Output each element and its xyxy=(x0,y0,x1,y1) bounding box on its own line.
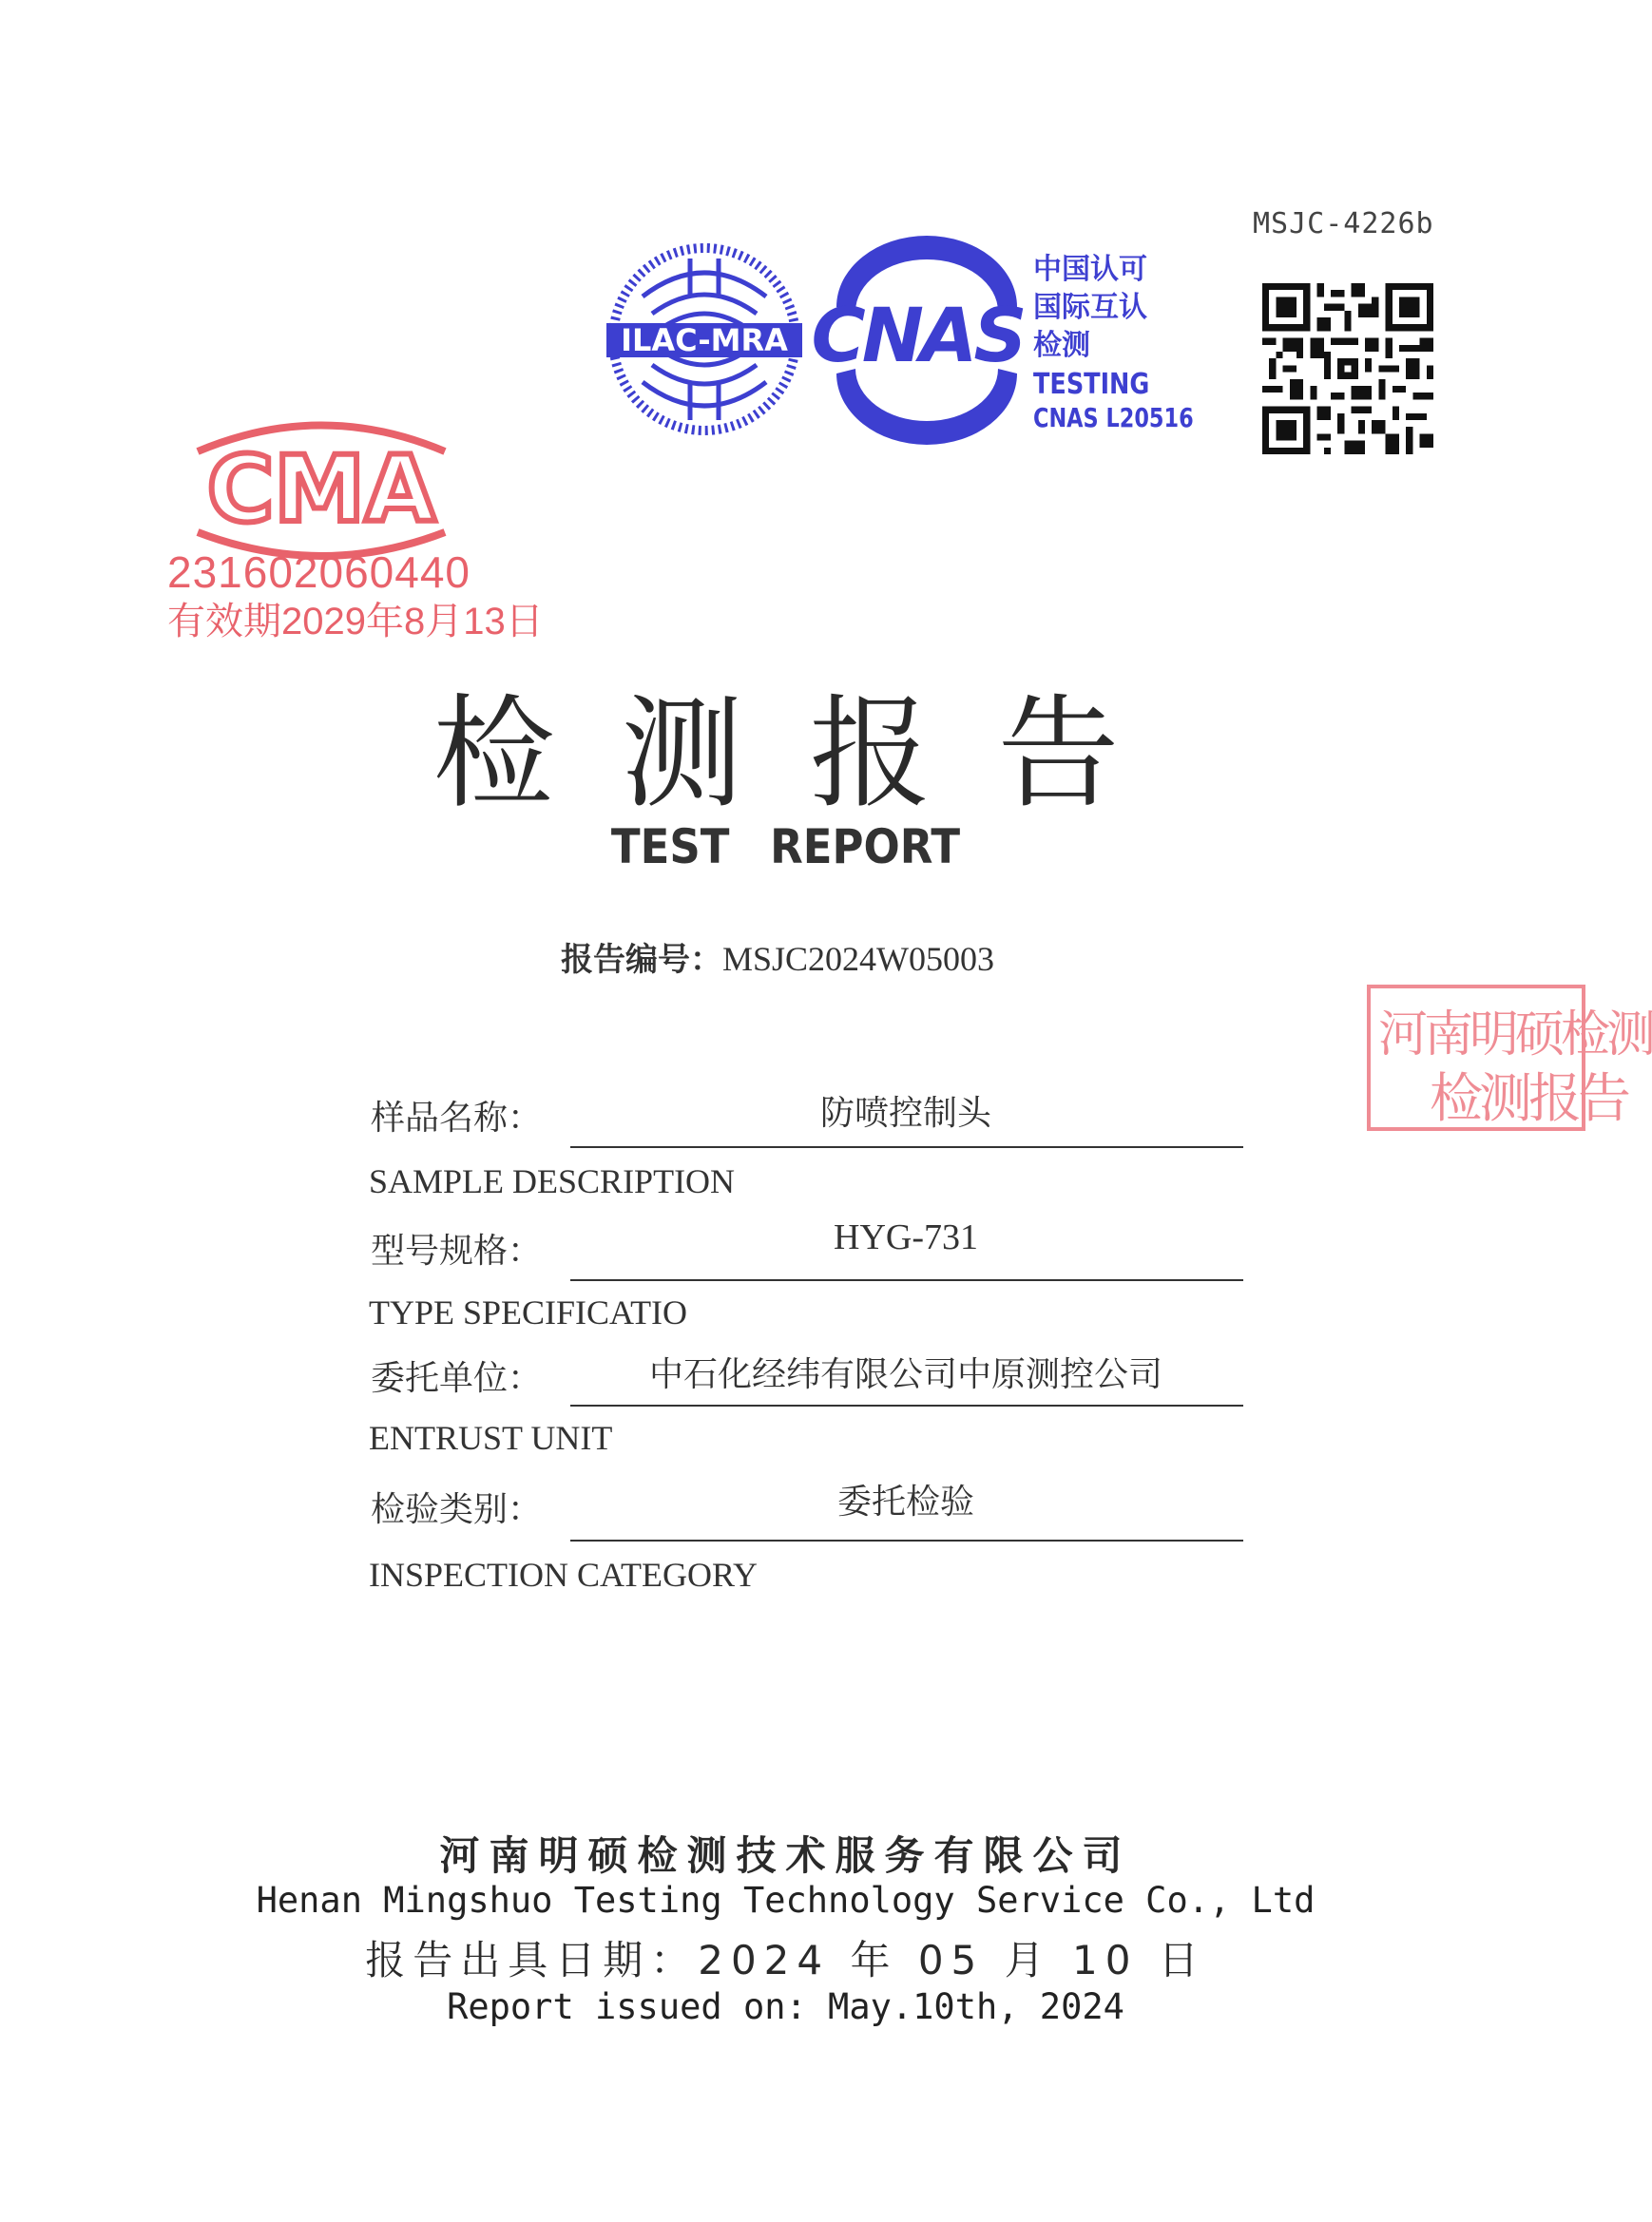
inspection-category-en-label: INSPECTION CATEGORY xyxy=(369,1556,759,1594)
model-spec-en-label: TYPE SPECIFICATIO xyxy=(369,1293,688,1331)
entrust-unit-value: 中石化经纬有限公司中原测控公司 xyxy=(648,1355,1162,1394)
cnas-number: CNAS L20516 xyxy=(1033,402,1194,433)
seal-line-1: 河南明硕检测 xyxy=(1378,1006,1652,1063)
qr-code xyxy=(1262,283,1433,454)
field-underline xyxy=(570,1279,1243,1281)
entrust-unit-label: 委托单位： xyxy=(371,1359,543,1398)
cma-logo-text: CMA xyxy=(206,436,436,543)
seal-line-2: 检测报告 xyxy=(1430,1068,1627,1130)
cnas-logo xyxy=(798,255,1036,426)
model-spec-label: 型号规格： xyxy=(371,1232,543,1271)
cma-number: 231602060440 xyxy=(167,547,471,597)
ilac-text: ILAC-MRA xyxy=(621,322,788,358)
entrust-unit-en-label: ENTRUST UNIT xyxy=(369,1419,613,1457)
cnas-testing: TESTING xyxy=(1033,368,1150,401)
inspection-category-value: 委托检验 xyxy=(836,1483,974,1522)
report-number xyxy=(561,933,994,980)
report-number-label: 报告编号： xyxy=(561,941,722,979)
company-seal-stamp xyxy=(1367,985,1652,1131)
ilac-mra-logo xyxy=(605,239,804,439)
field-underline xyxy=(570,1540,1243,1542)
document-code: MSJC-4226b xyxy=(1253,207,1434,240)
company-name-en: Henan Mingshuo Testing Technology Service Co., Ltd xyxy=(256,1880,1316,1921)
cnas-cn-line-2: 国际互认 xyxy=(1033,291,1147,324)
field-underline xyxy=(570,1405,1243,1407)
cnas-logo-text: CNAS xyxy=(811,294,1024,379)
cnas-text-block xyxy=(1033,251,1234,431)
inspection-category-label: 检验类别： xyxy=(371,1490,543,1529)
sample-name-label: 样品名称： xyxy=(371,1099,543,1138)
sample-name-en-label: SAMPLE DESCRIPTION xyxy=(369,1162,736,1200)
issue-date-cn: 报告出具日期：2024 年 05 月 10 日 xyxy=(365,1937,1206,1983)
model-spec-value: HYG-731 xyxy=(834,1217,978,1257)
page-title-cn: 检测报告 xyxy=(432,683,1186,825)
cnas-cn-line-3: 检测 xyxy=(1033,329,1090,362)
issue-date-en: Report issued on: May.10th, 2024 xyxy=(447,1986,1124,2027)
sample-name-value: 防喷控制头 xyxy=(819,1094,991,1133)
cma-validity: 有效期2029年8月13日 xyxy=(167,601,544,642)
page-title-en: TEST REPORT xyxy=(610,819,961,874)
field-underline xyxy=(570,1146,1243,1148)
company-name-cn: 河南明硕检测技术服务有限公司 xyxy=(439,1832,1132,1879)
cnas-cn-line-1: 中国认可 xyxy=(1033,253,1147,286)
report-number-value: MSJC2024W05003 xyxy=(722,940,995,978)
